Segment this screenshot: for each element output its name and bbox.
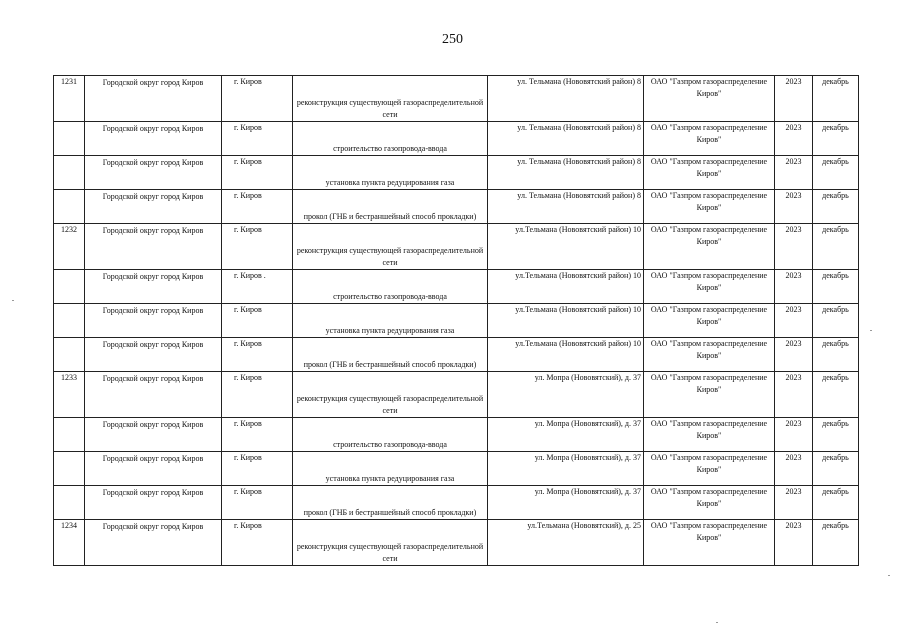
work-type-cell: реконструкция существующей газораспределительной сети (293, 76, 488, 122)
year-cell: 2023 (775, 452, 813, 486)
row-number-cell: 1234 (54, 520, 85, 566)
work-type-cell: строительство газопровода-ввода (293, 122, 488, 156)
row-number-cell (54, 190, 85, 224)
month-cell: декабрь (813, 224, 859, 270)
month-cell: декабрь (813, 304, 859, 338)
organization-cell: ОАО "Газпром газораспределение Киров" (644, 122, 775, 156)
month-cell: декабрь (813, 372, 859, 418)
year-cell: 2023 (775, 270, 813, 304)
district-cell: Городской округ город Киров (85, 452, 222, 486)
city-cell: г. Киров . (222, 270, 293, 304)
row-number-cell (54, 122, 85, 156)
month-cell: декабрь (813, 486, 859, 520)
district-cell: Городской округ город Киров (85, 418, 222, 452)
work-type-cell: реконструкция существующей газораспределительной сети (293, 224, 488, 270)
month-cell: декабрь (813, 338, 859, 372)
month-cell: декабрь (813, 270, 859, 304)
city-cell: г. Киров (222, 224, 293, 270)
district-cell: Городской округ город Киров (85, 76, 222, 122)
organization-cell: ОАО "Газпром газораспределение Киров" (644, 372, 775, 418)
organization-cell: ОАО "Газпром газораспределение Киров" (644, 156, 775, 190)
address-cell: ул. Тельмана (Нововятский район) 8 (488, 76, 644, 122)
table-row (54, 520, 859, 566)
work-type-cell: строительство газопровода-ввода (293, 418, 488, 452)
year-cell: 2023 (775, 418, 813, 452)
work-type-cell: прокол (ГНБ и бестраншейный способ прокладки) (293, 190, 488, 224)
organization-cell: ОАО "Газпром газораспределение Киров" (644, 224, 775, 270)
table-row (54, 452, 859, 486)
address-cell: ул. Мопра (Нововятский), д. 37 (488, 372, 644, 418)
address-cell: ул.Тельмана (Нововятский район) 10 (488, 304, 644, 338)
table-row (54, 224, 859, 270)
district-cell: Городской округ город Киров (85, 122, 222, 156)
table-row (54, 338, 859, 372)
year-cell: 2023 (775, 190, 813, 224)
city-cell: г. Киров (222, 372, 293, 418)
organization-cell: ОАО "Газпром газораспределение Киров" (644, 486, 775, 520)
organization-cell: ОАО "Газпром газораспределение Киров" (644, 338, 775, 372)
city-cell: г. Киров (222, 520, 293, 566)
row-number-cell (54, 156, 85, 190)
table-row (54, 304, 859, 338)
row-number-cell (54, 304, 85, 338)
table-row (54, 122, 859, 156)
month-cell: декабрь (813, 122, 859, 156)
row-number-cell: 1232 (54, 224, 85, 270)
month-cell: декабрь (813, 520, 859, 566)
month-cell: декабрь (813, 156, 859, 190)
work-type-cell: установка пункта редуцирования газа (293, 156, 488, 190)
district-cell: Городской округ город Киров (85, 156, 222, 190)
year-cell: 2023 (775, 76, 813, 122)
district-cell: Городской округ город Киров (85, 190, 222, 224)
table-row (54, 270, 859, 304)
year-cell: 2023 (775, 122, 813, 156)
address-cell: ул. Тельмана (Нововятский район) 8 (488, 190, 644, 224)
year-cell: 2023 (775, 372, 813, 418)
work-type-cell: установка пункта редуцирования газа (293, 452, 488, 486)
work-type-cell: установка пункта редуцирования газа (293, 304, 488, 338)
row-number-cell (54, 418, 85, 452)
address-cell: ул.Тельмана (Нововятский район) 10 (488, 224, 644, 270)
organization-cell: ОАО "Газпром газораспределение Киров" (644, 520, 775, 566)
organization-cell: ОАО "Газпром газораспределение Киров" (644, 270, 775, 304)
city-cell: г. Киров (222, 418, 293, 452)
district-cell: Городской округ город Киров (85, 338, 222, 372)
table-row (54, 486, 859, 520)
organization-cell: ОАО "Газпром газораспределение Киров" (644, 76, 775, 122)
table-row (54, 372, 859, 418)
row-number-cell: 1233 (54, 372, 85, 418)
organization-cell: ОАО "Газпром газораспределение Киров" (644, 452, 775, 486)
address-cell: ул. Мопра (Нововятский), д. 37 (488, 452, 644, 486)
work-type-cell: прокол (ГНБ и бестраншейный способ прокладки) (293, 486, 488, 520)
work-type-cell: реконструкция существующей газораспределительной сети (293, 372, 488, 418)
table-row (54, 418, 859, 452)
city-cell: г. Киров (222, 304, 293, 338)
city-cell: г. Киров (222, 452, 293, 486)
organization-cell: ОАО "Газпром газораспределение Киров" (644, 304, 775, 338)
district-cell: Городской округ город Киров (85, 304, 222, 338)
organization-cell: ОАО "Газпром газораспределение Киров" (644, 418, 775, 452)
row-number-cell (54, 486, 85, 520)
district-cell: Городской округ город Киров (85, 520, 222, 566)
city-cell: г. Киров (222, 190, 293, 224)
scan-speck (716, 622, 718, 623)
district-cell: Городской округ город Киров (85, 372, 222, 418)
address-cell: ул.Тельмана (Нововятский район) 10 (488, 338, 644, 372)
table-row (54, 190, 859, 224)
year-cell: 2023 (775, 338, 813, 372)
city-cell: г. Киров (222, 76, 293, 122)
page-number: 250 (442, 32, 463, 47)
district-cell: Городской округ город Киров (85, 486, 222, 520)
month-cell: декабрь (813, 76, 859, 122)
address-cell: ул.Тельмана (Нововятский район) 10 (488, 270, 644, 304)
work-type-cell: прокол (ГНБ и бестраншейный способ прокладки) (293, 338, 488, 372)
year-cell: 2023 (775, 224, 813, 270)
address-cell: ул.Тельмана (Нововятский), д. 25 (488, 520, 644, 566)
address-cell: ул. Тельмана (Нововятский район) 8 (488, 122, 644, 156)
scan-speck (12, 300, 14, 301)
scan-speck (870, 330, 872, 331)
row-number-cell (54, 270, 85, 304)
table-row (54, 156, 859, 190)
year-cell: 2023 (775, 520, 813, 566)
gas-works-table (53, 75, 859, 566)
year-cell: 2023 (775, 486, 813, 520)
city-cell: г. Киров (222, 338, 293, 372)
row-number-cell (54, 338, 85, 372)
address-cell: ул. Мопра (Нововятский), д. 37 (488, 418, 644, 452)
district-cell: Городской округ город Киров (85, 270, 222, 304)
month-cell: декабрь (813, 452, 859, 486)
work-type-cell: строительство газопровода-ввода (293, 270, 488, 304)
year-cell: 2023 (775, 156, 813, 190)
city-cell: г. Киров (222, 486, 293, 520)
address-cell: ул. Тельмана (Нововятский район) 8 (488, 156, 644, 190)
row-number-cell: 1231 (54, 76, 85, 122)
year-cell: 2023 (775, 304, 813, 338)
row-number-cell (54, 452, 85, 486)
city-cell: г. Киров (222, 156, 293, 190)
work-type-cell: реконструкция существующей газораспределительной сети (293, 520, 488, 566)
table-row (54, 76, 859, 122)
city-cell: г. Киров (222, 122, 293, 156)
month-cell: декабрь (813, 190, 859, 224)
scan-speck (888, 575, 890, 576)
address-cell: ул. Мопра (Нововятский), д. 37 (488, 486, 644, 520)
organization-cell: ОАО "Газпром газораспределение Киров" (644, 190, 775, 224)
month-cell: декабрь (813, 418, 859, 452)
district-cell: Городской округ город Киров (85, 224, 222, 270)
